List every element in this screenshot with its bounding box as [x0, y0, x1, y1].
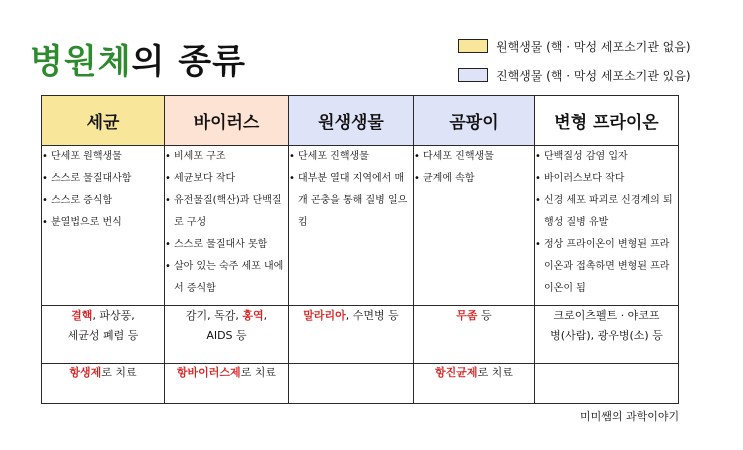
page-title	[30, 34, 246, 83]
feature-item: • 단세포 진핵생물	[289, 146, 413, 168]
header-row	[42, 96, 679, 146]
features-fungi	[414, 146, 535, 306]
legend-swatch-eukaryote	[458, 68, 488, 82]
features-bacteria	[42, 146, 165, 306]
legend-item-prokaryote	[458, 36, 691, 56]
treatment-highlight: 항생제	[69, 366, 102, 379]
feature-item: • 분열법으로 번식	[42, 212, 164, 234]
treatment-row	[42, 364, 679, 404]
feature-item: • 균계에 속함	[414, 168, 534, 190]
disease-text: , 파상풍,	[92, 309, 135, 322]
treatment-text: 로 치료	[101, 366, 137, 379]
feature-item: • 바이러스보다 작다	[535, 168, 678, 190]
legend-item-eukaryote	[458, 65, 691, 85]
feature-item: • 스스로 물질대사함	[42, 168, 164, 190]
disease-text: 병(사람), 광우병(소) 등	[550, 329, 663, 342]
diseases-protist	[289, 306, 414, 364]
author-credit: 미미쌤의 과학이야기	[580, 410, 680, 423]
feature-item: • 세균보다 작다	[165, 168, 288, 190]
legend-label-eukaryote: 진핵생물 (핵 · 막성 세포소기관 있음)	[496, 68, 691, 83]
feature-item: • 스스로 증식함	[42, 190, 164, 212]
disease-highlight: 홍역	[242, 309, 264, 322]
diseases-fungi	[414, 306, 535, 364]
features-virus	[165, 146, 289, 306]
header-virus: 바이러스	[165, 96, 289, 146]
title-highlight: 병원체	[30, 42, 132, 82]
disease-text: AIDS 등	[206, 329, 247, 342]
diseases-virus	[165, 306, 289, 364]
legend	[458, 36, 691, 94]
treatment-fungi	[414, 364, 535, 404]
header-fungi: 곰팡이	[414, 96, 535, 146]
treatment-text: 로 치료	[240, 366, 277, 379]
diseases-bacteria	[42, 306, 165, 364]
feature-item: • 유전물질(핵산)과 단백질로 구성	[165, 190, 288, 234]
feature-item: • 단세포 원핵생물	[42, 146, 164, 168]
header-bacteria: 세균	[42, 96, 165, 146]
treatment-highlight: 항바이러스제	[176, 366, 241, 379]
disease-highlight: 말라리아	[303, 309, 346, 322]
feature-item: • 살아 있는 숙주 세포 내에서 증식함	[165, 256, 288, 300]
disease-text: 크로이츠펠트 · 야코프	[553, 309, 660, 322]
disease-text: , 수면병 등	[345, 309, 399, 322]
feature-item: • 정상 프라이온이 변형된 프라이온과 접촉하면 변형된 프라이온이 됨	[535, 234, 678, 300]
disease-text: ,	[263, 309, 268, 322]
disease-text: 감기, 독감,	[185, 309, 243, 322]
feature-item: • 스스로 물질대사 못함	[165, 234, 288, 256]
feature-item: • 대부분 열대 지역에서 매개 곤충을 통해 질병 일으킴	[289, 168, 413, 234]
feature-item: • 비세포 구조	[165, 146, 288, 168]
features-prion	[535, 146, 679, 306]
diseases-prion	[535, 306, 679, 364]
disease-text: 등	[477, 309, 492, 322]
feature-item: • 신경 세포 파괴로 신경계의 퇴행성 질병 유발	[535, 190, 678, 234]
treatment-text: 로 치료	[477, 366, 513, 379]
treatment-prion	[535, 364, 679, 404]
diseases-row	[42, 306, 679, 364]
features-row	[42, 146, 679, 306]
title-rest: 의 종류	[131, 42, 246, 82]
header-protist: 원생생물	[289, 96, 414, 146]
treatment-bacteria	[42, 364, 165, 404]
disease-highlight: 결핵	[71, 309, 93, 322]
pathogen-table	[41, 95, 679, 404]
treatment-highlight: 항진균제	[435, 366, 478, 379]
legend-label-prokaryote: 원핵생물 (핵 · 막성 세포소기관 없음)	[496, 39, 691, 54]
disease-text: 세균성 폐렴 등	[67, 329, 139, 342]
legend-swatch-prokaryote	[458, 39, 488, 53]
feature-item: • 다세포 진핵생물	[414, 146, 534, 168]
features-protist	[289, 146, 414, 306]
disease-highlight: 무좀	[456, 309, 478, 322]
header-prion: 변형 프라이온	[535, 96, 679, 146]
treatment-protist	[289, 364, 414, 404]
treatment-virus	[165, 364, 289, 404]
feature-item: • 단백질성 감염 입자	[535, 146, 678, 168]
